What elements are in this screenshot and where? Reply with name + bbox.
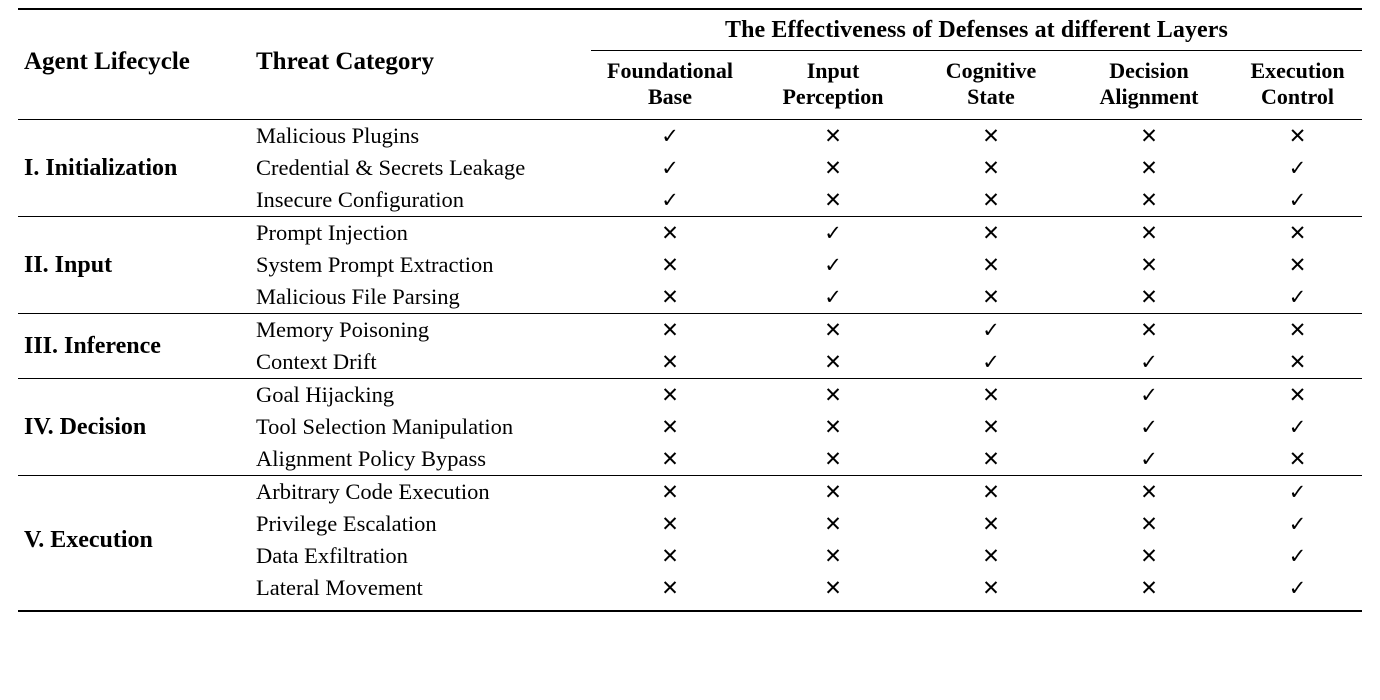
header-threat-category: Threat Category [256,47,434,75]
layer-line2: Perception [782,83,884,109]
threat-label: Alignment Policy Bypass [256,446,486,472]
mark-cell: ✕ [661,575,679,600]
mark-cell: ✓ [1288,187,1307,212]
mark-cell: ✕ [1288,220,1307,245]
mark-cell: ✓ [1140,414,1158,439]
mark-cell: ✓ [982,349,1000,374]
layer-line1: Input [806,58,860,83]
mark-cell: ✓ [824,284,842,309]
threat-label: Data Exfiltration [256,543,408,569]
lifecycle-label: I. Initialization [24,154,178,181]
mark-cell: ✕ [1288,252,1307,277]
lifecycle-label: III. Inference [24,332,161,359]
mark-cell: ✕ [982,414,1000,439]
mark-cell: ✕ [982,479,1000,504]
mark-cell: ✕ [1288,349,1307,374]
mark-cell: ✕ [824,187,842,212]
header-group-row [18,10,1362,51]
defense-effectiveness-table [18,8,1362,612]
header-defense-group-title: The Effectiveness of Defenses at different Layers [724,17,1228,43]
header-agent-lifecycle: Agent Lifecycle [24,47,190,75]
threat-label: Arbitrary Code Execution [256,479,490,505]
mark-cell: ✕ [824,446,842,471]
layer-line2: Alignment [1099,83,1199,109]
mark-cell: ✕ [824,155,842,180]
mark-cell: ✕ [1140,479,1158,504]
mark-cell: ✕ [982,446,1000,471]
mark-cell: ✕ [824,575,842,600]
layer-line2: State [967,83,1015,109]
lifecycle-label: IV. Decision [24,413,147,440]
mark-cell: ✓ [1288,414,1307,439]
mark-cell: ✕ [982,123,1000,148]
layer-line1: Execution [1250,58,1345,83]
mark-cell: ✕ [1140,252,1158,277]
mark-cell: ✓ [1288,575,1307,600]
mark-cell: ✓ [824,252,842,277]
mark-cell: ✕ [824,123,842,148]
layer-line1: Foundational [607,58,733,83]
mark-cell: ✓ [1288,511,1307,536]
header-layer-input-perception [749,51,917,120]
mark-cell: ✕ [661,317,679,342]
mark-cell: ✕ [824,479,842,504]
mark-cell: ✓ [1288,543,1307,568]
mark-cell: ✕ [982,220,1000,245]
header-layer-execution-control [1233,51,1362,120]
threat-label: Lateral Movement [256,575,423,601]
mark-cell: ✓ [661,123,679,148]
mark-cell: ✓ [1140,349,1158,374]
layer-line1: Cognitive [945,58,1037,83]
header-layer-cognitive-state [917,51,1065,120]
threat-label: Malicious File Parsing [256,284,460,310]
mark-cell: ✕ [982,155,1000,180]
threat-label: Goal Hijacking [256,382,395,408]
threat-label: Privilege Escalation [256,511,437,537]
threat-label: Memory Poisoning [256,317,430,343]
mark-cell: ✓ [982,317,1000,342]
mark-cell: ✕ [1140,187,1158,212]
threat-label: Context Drift [256,349,377,375]
mark-cell: ✕ [982,284,1000,309]
mark-cell: ✕ [661,252,679,277]
mark-cell: ✕ [982,252,1000,277]
layer-line2: Base [648,83,692,109]
threat-label: Malicious Plugins [256,123,420,149]
mark-cell: ✕ [661,479,679,504]
threat-label: Credential & Secrets Leakage [256,155,526,181]
mark-cell: ✕ [824,543,842,568]
table-row [18,120,1362,152]
layer-line2: Control [1261,83,1334,109]
mark-cell: ✕ [1140,155,1158,180]
header-layer-foundational-base [591,51,749,120]
mark-cell: ✕ [824,349,842,374]
mark-cell: ✕ [661,284,679,309]
mark-cell: ✓ [1140,382,1158,407]
mark-cell: ✕ [1140,511,1158,536]
mark-cell: ✕ [824,414,842,439]
threat-label: Prompt Injection [256,220,408,246]
mark-cell: ✓ [1288,479,1307,504]
mark-cell: ✓ [1288,155,1307,180]
mark-cell: ✕ [982,187,1000,212]
mark-cell: ✕ [661,414,679,439]
mark-cell: ✕ [1140,317,1158,342]
mark-cell: ✕ [982,382,1000,407]
mark-cell: ✕ [661,511,679,536]
mark-cell: ✕ [1288,446,1307,471]
mark-cell: ✕ [661,543,679,568]
mark-cell: ✕ [1288,123,1307,148]
mark-cell: ✕ [982,543,1000,568]
mark-cell: ✕ [661,382,679,407]
mark-cell: ✓ [1140,446,1158,471]
mark-cell: ✕ [824,382,842,407]
mark-cell: ✓ [661,155,679,180]
threat-label: System Prompt Extraction [256,252,494,278]
table-row [18,217,1362,249]
mark-cell: ✕ [661,220,679,245]
table-row [18,379,1362,411]
mark-cell: ✕ [1288,382,1307,407]
bottom-spacer [18,604,1362,611]
lifecycle-label: V. Execution [24,526,153,553]
mark-cell: ✓ [1288,284,1307,309]
rule-bottom [18,611,1362,612]
mark-cell: ✕ [982,575,1000,600]
lifecycle-label: II. Input [24,251,113,278]
mark-cell: ✓ [661,187,679,212]
mark-cell: ✕ [1288,317,1307,342]
mark-cell: ✕ [1140,575,1158,600]
table-row [18,476,1362,508]
mark-cell: ✕ [1140,284,1158,309]
table-row [18,314,1362,346]
mark-cell: ✕ [824,317,842,342]
layer-line1: Decision [1109,58,1189,83]
mark-cell: ✕ [1140,543,1158,568]
mark-cell: ✕ [1140,123,1158,148]
mark-cell: ✕ [661,349,679,374]
table-body [18,9,1362,612]
mark-cell: ✕ [1140,220,1158,245]
mark-cell: ✕ [661,446,679,471]
header-layer-decision-alignment [1065,51,1233,120]
mark-cell: ✕ [824,511,842,536]
threat-label: Insecure Configuration [256,187,465,213]
mark-cell: ✓ [824,220,842,245]
threat-label: Tool Selection Manipulation [256,414,514,440]
mark-cell: ✕ [982,511,1000,536]
